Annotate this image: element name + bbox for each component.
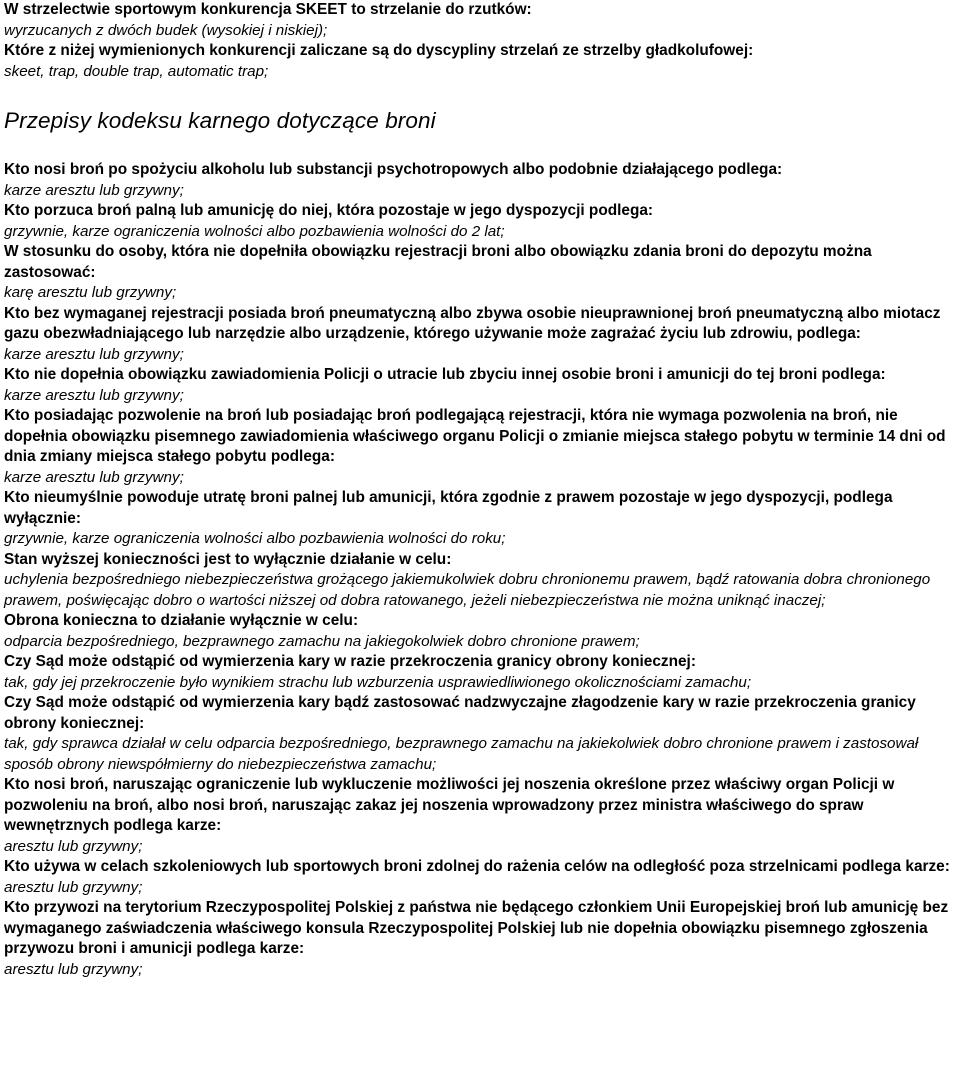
answer-item: tak, gdy jej przekroczenie było wynikiem strachu lub wzburzenia usprawiedliwionego okolicznościami zamachu; xyxy=(4,673,752,691)
answer-item: karze aresztu lub grzywny; xyxy=(4,181,184,199)
answer-item: grzywnie, karze ograniczenia wolności albo pozbawienia wolności do roku; xyxy=(4,530,506,547)
answer-item: karze aresztu lub grzywny; xyxy=(4,386,184,404)
section-heading: Przepisy kodeksu karnego dotyczące broni xyxy=(4,108,436,133)
answer-item: aresztu lub grzywny; xyxy=(4,878,143,896)
question-item: Kto używa w celach szkoleniowych lub sportowych broni zdolnej do rażenia celów na odległość poza strzelnicami podlega karze: xyxy=(4,858,950,875)
answer-item: karze aresztu lub grzywny; xyxy=(4,468,184,486)
question-smoothbore: Które z niżej wymienionych konkurencji zaliczane są do dyscypliny strzelań ze strzelby gładkolufowej: xyxy=(4,42,754,59)
question-item: Kto porzuca broń palną lub amunicję do niej, która pozostaje w jego dyspozycji podlega: xyxy=(4,202,654,219)
answer-item: grzywnie, karze ograniczenia wolności albo pozbawienia wolności do 2 lat; xyxy=(4,222,505,240)
question-item: Obrona konieczna to działanie wyłącznie w celu: xyxy=(4,612,359,629)
question-item: Kto nosi broń, naruszając ograniczenie lub wykluczenie możliwości jej noszenia określone przez właściwy organ Policji w pozwoleniu na broń, albo nosi broń, naruszając zakaz jej noszenia wprowadzony przez ministra właściwego do spraw wewnętrznych podlega karze: xyxy=(4,776,895,834)
answer-skeet: wyrzucanych z dwóch budek (wysokiej i niskiej); xyxy=(4,21,328,39)
question-item: Kto nie dopełnia obowiązku zawiadomienia Policji o utracie lub zbyciu innej osobie broni i amunicji do tej broni podlega: xyxy=(4,366,886,383)
answer-smoothbore: skeet, trap, double trap, automatic trap; xyxy=(4,62,269,80)
answer-item: karę aresztu lub grzywny; xyxy=(4,284,177,301)
question-item: Kto nosi broń po spożyciu alkoholu lub substancji psychotropowych albo podobnie działającego podlega: xyxy=(4,161,783,178)
question-item: Stan wyższej konieczności jest to wyłącznie działanie w celu: xyxy=(4,550,452,568)
answer-item: aresztu lub grzywny; xyxy=(4,960,143,978)
answer-item: tak, gdy sprawca działał w celu odparcia bezpośredniego, bezprawnego zamachu na jakiekolwiek dobro chronione prawem i zastosował sposób obrony niewspółmierny do niebezpieczeństwa zamachu; xyxy=(4,735,919,773)
question-item: Kto przywozi na terytorium Rzeczypospolitej Polskiej z państwa nie będącego członkiem Unii Europejskiej broń lub amunicję bez wymaganego zaświadczenia właściwego konsula Rzeczypospolitej Polskiej lub nie dopełnia obowiązku pisemnego zgłoszenia przywozu broni i amunicji podlega karze: xyxy=(4,899,949,957)
question-item: Czy Sąd może odstąpić od wymierzenia kary w razie przekroczenia granicy obrony koniecznej: xyxy=(4,653,696,670)
question-item: Kto posiadając pozwolenie na broń lub posiadając broń podlegającą rejestracji, która nie wymaga pozwolenia na broń, nie dopełnia obowiązku pisemnego zawiadomienia właściwego organu Policji o zmianie miejsca stałego pobytu w terminie 14 dni od dnia zmiany miejsca stałego pobytu podlega: xyxy=(4,407,946,465)
question-item: Kto nieumyślnie powoduje utratę broni palnej lub amunicji, która zgodnie z prawem pozostaje w jego dyspozycji, podlega wyłącznie: xyxy=(4,489,893,527)
question-item: W stosunku do osoby, która nie dopełniła obowiązku rejestracji broni albo obowiązku zdania broni do depozytu można zastosować: xyxy=(4,243,872,281)
answer-item: odparcia bezpośredniego, bezprawnego zamachu na jakiegokolwiek dobro chronione prawem; xyxy=(4,632,640,650)
question-item: Czy Sąd może odstąpić od wymierzenia kary bądź zastosować nadzwyczajne złagodzenie kary w razie przekroczenia granicy obrony koniecznej: xyxy=(4,694,916,732)
document-page xyxy=(4,0,956,980)
answer-item: karze aresztu lub grzywny; xyxy=(4,345,184,363)
question-item: Kto bez wymaganej rejestracji posiada broń pneumatyczną albo zbywa osobie nieuprawnionej broń pneumatyczną albo miotacz gazu obezwładniającego lub narzędzie albo urządzenie, którego używanie może zagrażać życiu lub zdrowiu, podlega: xyxy=(4,304,941,342)
question-skeet: W strzelectwie sportowym konkurencja SKEET to strzelanie do rzutków: xyxy=(4,1,532,18)
answer-item: uchylenia bezpośredniego niebezpieczeństwa grożącego jakiemukolwiek dobru chronionemu prawem, bądź ratowania dobra chronionego prawem, poświęcając dobro o wartości niższej od dobra ratowanego, jeżeli niebezpieczeństwa nie można uniknąć inaczej; xyxy=(4,571,931,609)
answer-item: aresztu lub grzywny; xyxy=(4,837,143,855)
